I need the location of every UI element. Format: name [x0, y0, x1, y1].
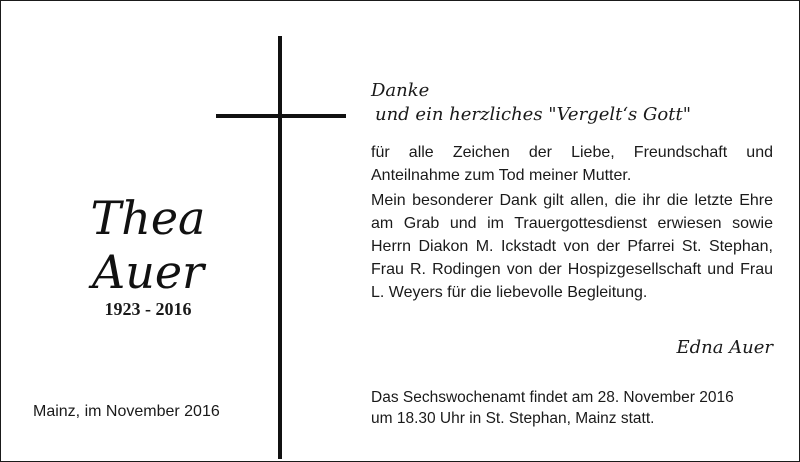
deceased-last-name: Auer	[91, 245, 205, 299]
service-notice-line-2: um 18.30 Uhr in St. Stephan, Mainz statt.	[371, 410, 655, 427]
paragraph-special-thanks: Mein besonderer Dank gilt allen, die ihr die letzte Ehre am Grab und im Trauergottesdienst erwiesen sowie Herrn Diakon M. Ickstadt von der Pfarrei St. Stephan, Frau R. Rodingen von der Hospizgesellschaft und Frau L. Weyers für die liebevolle Begleitung.	[371, 192, 773, 301]
cross-icon-crossbar	[216, 114, 346, 118]
place-date: Mainz, im November 2016	[33, 403, 220, 420]
signature: Edna Auer	[676, 337, 773, 358]
paragraph-sympathy: für alle Zeichen der Liebe, Freundschaft und Anteilnahme zum Tod meiner Mutter.	[371, 144, 773, 184]
thanks-line-1: Danke	[371, 80, 430, 101]
thanks-heading	[371, 79, 771, 127]
service-notice	[371, 387, 781, 429]
cross-icon	[278, 36, 282, 459]
life-years: 1923 - 2016	[104, 299, 192, 319]
service-notice-line-1: Das Sechswochenamt findet am 28. November 2016	[371, 389, 734, 406]
deceased-first-name: Thea	[90, 191, 206, 245]
thanks-line-2: und ein herzliches "Vergelt‘s Gott"	[375, 104, 691, 125]
